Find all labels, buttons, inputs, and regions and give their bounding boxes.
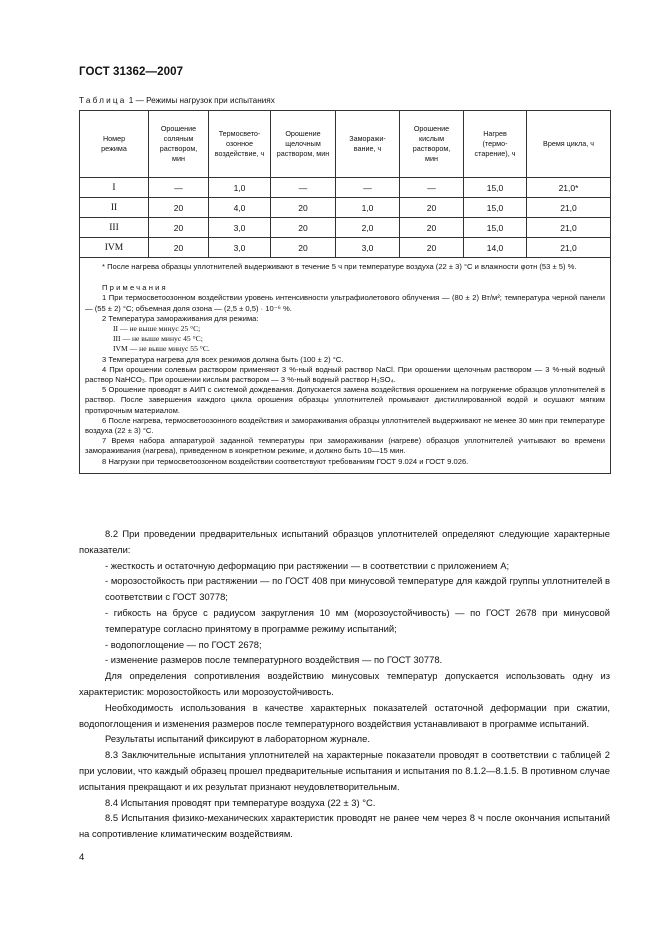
notes-title: Примечания (102, 283, 168, 293)
note-item: 2 Температура замораживания для режима: (102, 313, 259, 323)
note-subitem: II — не выше минус 25 °С; (113, 324, 201, 334)
table-cell: 20 (149, 238, 209, 258)
note-subitem: IVM — не выше минус 55 °С. (113, 344, 210, 354)
table-cell: 4,0 (209, 198, 271, 218)
paragraph-8-5: 8.5 Испытания физико-механических характеристик проводят не ранее чем через 8 ч после окончания испытаний на сопротивление климатическим воздействиям. (79, 812, 610, 840)
table-cell: 1,0 (209, 178, 271, 198)
table-caption-word: Таблица (79, 96, 127, 105)
table-cell: — (271, 178, 336, 198)
table-cell: 3,0 (209, 218, 271, 238)
table-row (80, 178, 611, 198)
table-cell: 15,0 (464, 198, 527, 218)
body-text (79, 526, 610, 842)
table-cell: 20 (149, 198, 209, 218)
load-modes-table (79, 110, 611, 474)
table-cell: 20 (271, 238, 336, 258)
table-cell: 20 (271, 218, 336, 238)
paragraph: Результаты испытаний фиксируют в лабораторном журнале. (105, 733, 370, 745)
note-item: 5 Орошение проводят в АИП с системой дождевания. Допускается замена воздействия орошением на погружение образцов уплотнителей в раствор. После завершения каждого цикла орошения образцы уплотнителей промывают дистиллированной водой и осушают мягким протирочным материалом. (85, 385, 605, 415)
table-header-row (80, 111, 611, 178)
paragraph-8-4: 8.4 Испытания проводят при температуре воздуха (22 ± 3) °С. (105, 796, 376, 808)
column-header: Время цикла, ч (527, 111, 611, 178)
table-footnote: * После нагрева образцы уплотнителей выдерживают в течение 5 ч при температуре воздуха (22 ± 3) °С и влажности φотн (53 ± 5) %. (102, 262, 577, 271)
list-item: - жесткость и остаточную деформацию при растяжении — в соответствии с приложением А; (105, 559, 510, 571)
table-cell: 2,0 (336, 218, 400, 238)
column-header: Орошение щелочным раствором, мин (271, 111, 336, 178)
table-cell: 21,0 (527, 218, 611, 238)
table-cell: 21,0 (527, 238, 611, 258)
paragraph: Необходимость использования в качестве характерных показателей остаточной деформации при сжатии, водопоглощения и изменения размеров после температурного воздействия устанавливают в программе испытаний. (79, 701, 610, 729)
table-row (80, 198, 611, 218)
page-number: 4 (79, 852, 85, 863)
note-item: 4 При орошении солевым раствором применяют 3 %-ный водный раствор NaCl. При орошении щелочным раствором — 3 %-ный водный раствор NaHCO₃. При орошении кислым раствором — 3 %-ный водный раствор H₂SO₄. (85, 364, 605, 385)
column-header: Номер режима (80, 111, 149, 178)
note-subitem: III — не выше минус 45 °С; (113, 334, 203, 344)
paragraph-8-3: 8.3 Заключительные испытания уплотнителей на характерные показатели проводят в соответствии с таблицей 2 при условии, что каждый образец прошел предварительные испытания и испытания по 8.1.2—8.1.5. В противном случае испытания прекращают и их результат признают неудовлетворительным. (79, 749, 610, 792)
table-cell: 20 (400, 198, 464, 218)
table-caption (79, 96, 275, 105)
table-row (80, 218, 611, 238)
table-notes-cell (80, 258, 611, 474)
table-cell: 15,0 (464, 178, 527, 198)
table-cell: — (149, 178, 209, 198)
table-cell: — (336, 178, 400, 198)
document-header-title: ГОСТ 31362—2007 (79, 66, 184, 78)
paragraph: Для определения сопротивления воздействию минусовых температур допускается использовать одну из характеристик: морозостойкость или морозоустойчивость. (79, 670, 610, 697)
table-cell: 21,0 (527, 198, 611, 218)
list-item: - морозостойкость при растяжении — по ГОСТ 408 при минусовой температуре для каждой группы уплотнителей в соответствии с ГОСТ 30778; (105, 575, 610, 603)
table-cell: 20 (400, 238, 464, 258)
table-cell: 1,0 (336, 198, 400, 218)
list-item: - гибкость на брусе с радиусом закругления 10 мм (морозоустойчивость) — по ГОСТ 2678 при минусовой температуре согласно принятому в программе режиму испытаний; (105, 606, 610, 634)
paragraph-8-2: 8.2 При проведении предварительных испытаний образцов уплотнителей определяют следующие характерные показатели: (79, 528, 610, 555)
table-cell: — (400, 178, 464, 198)
table-notes-row (80, 258, 611, 474)
note-item: 1 При термосветоозонном воздействии уровень интенсивности ультрафиолетового облучения — (80 ± 2) Вт/м²; температура черной панели — (55 ± 2) °С; объемная доля озона — (2,5 ± 0,5) · 10⁻⁶ %. (85, 293, 605, 313)
table-cell: 14,0 (464, 238, 527, 258)
table-cell: 20 (400, 218, 464, 238)
mode-number-cell: I (80, 178, 149, 198)
note-item: 6 После нагрева, термосветоозонного воздействия и замораживания образцы уплотнителей выдерживают не менее 30 мин при температуре воздуха (22 ± 3) °С. (85, 415, 605, 436)
list-item: - водопоглощение — по ГОСТ 2678; (105, 638, 262, 650)
table-cell: 20 (149, 218, 209, 238)
mode-number-cell: IVM (80, 238, 149, 258)
table-cell: 20 (271, 198, 336, 218)
table-cell: 3,0 (336, 238, 400, 258)
column-header: Нагрев (термо-старение), ч (464, 111, 527, 178)
table-cell: 15,0 (464, 218, 527, 238)
column-header: Орошение кислым раствором, мин (400, 111, 464, 178)
column-header: Термосвето-озонное воздействие, ч (209, 111, 271, 178)
mode-number-cell: II (80, 198, 149, 218)
column-header: Орошение соляным раствором, мин (149, 111, 209, 178)
note-item: 8 Нагрузки при термосветоозонном воздействии соответствуют требованиям ГОСТ 9.024 и ГОСТ 9.026. (102, 456, 469, 466)
note-item: 7 Время набора аппаратурой заданной температуры при замораживании (нагреве) образцов уплотнителей учитывают во времени замораживания (нагрева), приведенном в конкретном режиме, и должно быть 10—15 мин. (85, 436, 605, 456)
table-cell: 21,0* (527, 178, 611, 198)
table-row (80, 238, 611, 258)
table-caption-text: 1 — Режимы нагрузок при испытаниях (126, 96, 275, 105)
list-item: - изменение размеров после температурного воздействия — по ГОСТ 30778. (105, 654, 443, 666)
table-cell: 3,0 (209, 238, 271, 258)
column-header: Заморажи-вание, ч (336, 111, 400, 178)
note-item: 3 Температура нагрева для всех режимов должна быть (100 ± 2) °С. (102, 354, 344, 364)
mode-number-cell: III (80, 218, 149, 238)
